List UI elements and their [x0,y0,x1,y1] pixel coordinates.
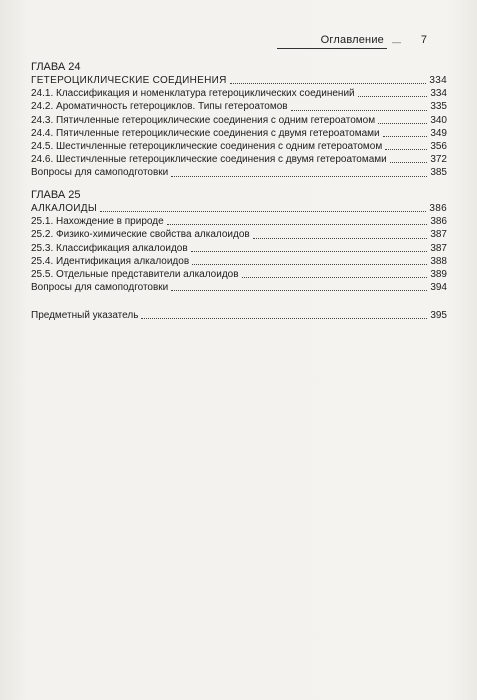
toc-entry[interactable] [31,242,447,255]
dot-leader [167,224,428,225]
page-ref: 334 [430,88,447,100]
toc-entry[interactable] [31,255,447,268]
toc-entry[interactable] [31,153,447,166]
entry-text: 24.1. Классификация и номенклатура гетероциклических соединений [31,88,355,100]
dot-leader [191,251,428,252]
chapter-label: ГЛАВА 24 [31,61,81,73]
entry-text: 25.3. Классификация алкалоидов [31,242,188,254]
entry-text: 24.3. Пятичленные гетероциклические соединения с одним гетероатомом [31,114,376,126]
page-ref: 385 [430,167,447,179]
chapter-title: ГЕТЕРОЦИКЛИЧЕСКИЕ СОЕДИНЕНИЯ [31,74,227,86]
dot-leader [378,123,427,124]
toc-entry[interactable] [31,127,447,140]
toc-entry[interactable] [31,100,447,113]
dot-leader [141,318,427,319]
dot-leader [253,238,428,239]
dot-leader [385,149,427,150]
chapter-24-section [31,61,447,180]
page-ref: 388 [430,255,447,267]
chapter-label: ГЛАВА 25 [31,189,81,201]
toc-entry[interactable] [31,166,447,179]
index-entry[interactable] [31,309,447,322]
toc-entry[interactable] [31,114,447,127]
toc-entry[interactable] [31,87,447,100]
page-ref: 386 [429,202,447,214]
chapter-title: АЛКАЛОИДЫ [31,202,98,214]
page-number: 7 [420,34,427,46]
dot-leader [171,176,427,177]
entry-text: Вопросы для самоподготовки [31,282,169,294]
dot-leader [390,162,428,163]
page-ref: 387 [430,242,447,254]
running-head-title: Оглавление [320,34,384,46]
running-head-mark: — [392,37,401,47]
dot-leader [171,290,427,291]
page-ref: 335 [430,101,447,113]
chapter-title-entry[interactable] [31,74,447,87]
page-ref: 386 [430,216,447,228]
page-ref: 387 [430,229,447,241]
toc-entry[interactable] [31,215,447,228]
entry-text: Предметный указатель [31,309,139,321]
dot-leader [100,211,426,212]
page-ref: 395 [430,309,447,321]
dot-leader [192,264,427,265]
toc-entry[interactable] [31,281,447,294]
dot-leader [291,110,428,111]
entry-text: 24.2. Ароматичность гетероциклов. Типы гетероатомов [31,101,288,113]
entry-text: 24.6. Шестичленные гетероциклические соединения с двумя гетероатомами [31,154,387,166]
dot-leader [383,136,428,137]
chapter-25-section [31,189,447,294]
entry-text: 24.4. Пятичленные гетероциклические соединения с двумя гетероатомами [31,127,380,139]
entry-text: 25.4. Идентификация алкалоидов [31,255,190,267]
page-ref: 389 [430,268,447,280]
index-section [31,309,447,322]
running-head-rule [277,48,387,49]
dot-leader [242,277,428,278]
toc-entry[interactable] [31,268,447,281]
page-ref: 394 [430,282,447,294]
page-ref: 340 [430,114,447,126]
toc-entry[interactable] [31,140,447,153]
entry-text: Вопросы для самоподготовки [31,167,169,179]
entry-text: 24.5. Шестичленные гетероциклические соединения с одним гетероатомом [31,140,383,152]
entry-text: 25.1. Нахождение в природе [31,216,164,228]
page-ref: 334 [429,74,447,86]
dot-leader [230,83,427,84]
entry-text: 25.2. Физико-химические свойства алкалоидов [31,229,250,241]
chapter-title-entry[interactable] [31,202,447,215]
toc-entry[interactable] [31,228,447,241]
entry-text: 25.5. Отдельные представители алкалоидов [31,268,239,280]
page-ref: 372 [430,154,447,166]
page-ref: 356 [430,140,447,152]
dot-leader [358,96,428,97]
page-ref: 349 [430,127,447,139]
running-head [30,34,447,50]
